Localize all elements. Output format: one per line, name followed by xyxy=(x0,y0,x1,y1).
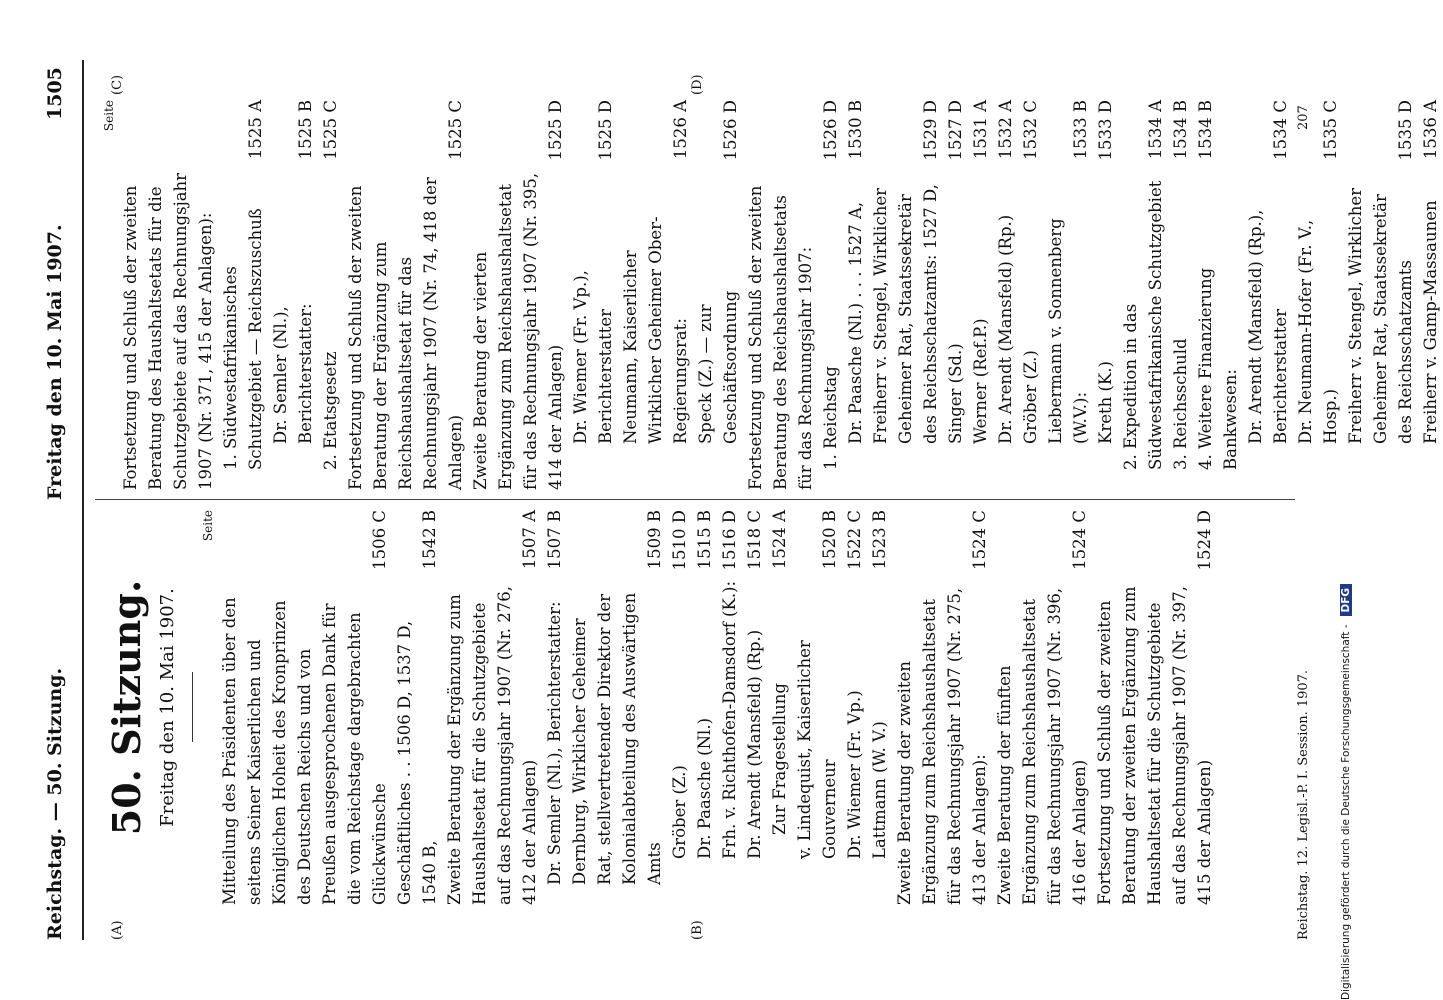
toc-entry xyxy=(693,100,743,490)
toc-entry xyxy=(118,100,218,490)
toc-entry-text: Freiherr v. Gamp-Massaunen xyxy=(1421,200,1440,444)
toc-entry-text: Dr. Semler (Nl.), Berichterstatter: xyxy=(545,601,564,885)
toc-entry-text: Zweite Beratung der Ergänzung zum Haushaltsetat für die Schutzgebiete auf das Rechnungsjahr 1907 (Nr. 276, 412 der Anlagen) xyxy=(445,585,539,905)
toc-entry-text: Werner (Ref.P.) xyxy=(971,318,990,444)
toc-entry-text: Gröber (Z.) xyxy=(670,765,689,859)
toc-entry xyxy=(568,100,618,490)
toc-entry xyxy=(567,510,667,905)
toc-entry-text: Dr. Semler (Nl.), Berichterstatter: xyxy=(271,303,315,444)
toc-entry xyxy=(1418,100,1443,490)
toc-entry xyxy=(318,100,343,490)
toc-entry-page: 1523 B xyxy=(870,510,889,570)
toc-entry xyxy=(842,510,867,905)
toc-entry xyxy=(218,100,268,490)
toc-entry-page: 1516 D xyxy=(720,510,739,571)
seite-label: Seite xyxy=(102,100,116,132)
session-title: 50. Sitzung. xyxy=(104,579,149,836)
toc-entry xyxy=(1218,100,1243,490)
toc-entry-text: 2. Etatsgesetz xyxy=(321,351,340,470)
toc-entry xyxy=(268,100,318,490)
toc-entry-text: 1. Südwestafrikanisches Schutzgebiet — Reichszuschuß xyxy=(221,208,265,470)
toc-entry-page: 1533 D xyxy=(1096,100,1115,161)
toc-entry-page: 1524 C xyxy=(970,510,989,570)
toc-entry-text: Freiherr v. Stengel, Wirklicher Geheimer Rat, Staatssekretär des Reichsschatzamts: 1527 D, xyxy=(871,184,940,444)
toc-entry-page: 1525 D xyxy=(596,100,615,161)
toc-entry-page: 1531 A xyxy=(971,100,990,160)
toc-entry-page: 1509 B xyxy=(645,510,664,570)
toc-entry xyxy=(717,510,742,905)
toc-entry xyxy=(892,510,992,905)
left-column xyxy=(100,510,1217,905)
toc-entry-text: Dernburg, Wirklicher Geheimer Rat, stellvertretender Direktor der Kolonialabteilung des Auswärtigen Amts xyxy=(570,592,664,885)
running-header-left: Reichstag. — 50. Sitzung. xyxy=(44,667,66,940)
toc-entry-page: 1527 D xyxy=(946,100,965,161)
toc-entry-text: Gröber (Z.) xyxy=(1021,350,1040,444)
toc-entry-page: 1507 A xyxy=(520,510,539,570)
toc-entry-text: Zweite Beratung der vierten Ergänzung zum Reichshaushaltsetat für das Rechnungsjahr 1907 (Nr. 395, 414 der Anlagen) xyxy=(471,172,565,490)
toc-entry xyxy=(1343,100,1418,490)
toc-entry-text: Dr. Paasche (Nl.) xyxy=(695,717,714,859)
toc-entry xyxy=(468,100,568,490)
toc-entry-text: Liebermann v. Sonnenberg (W.V.): xyxy=(1046,218,1090,444)
toc-entry xyxy=(943,100,968,490)
toc-entry-text: Zur Fragestellung xyxy=(770,683,789,835)
margin-mark-c: (C) xyxy=(110,74,125,95)
toc-entry xyxy=(392,510,442,905)
toc-entry xyxy=(993,100,1018,490)
toc-entry xyxy=(1118,100,1168,490)
toc-entry xyxy=(692,510,717,905)
digitization-text: Digitalisierung gefördert durch die Deutsche Forschungsgemeinschaft - xyxy=(1340,624,1352,1000)
session-date: Freitag den 10. Mai 1907. xyxy=(157,588,178,827)
toc-entry xyxy=(1018,100,1043,490)
toc-entry-text: Geschäftliches . . 1506 D, 1537 D, 1540 B, xyxy=(395,620,439,905)
toc-entry-text: Dr. Wiemer (Fr. Vp.), Berichterstatter xyxy=(571,270,615,444)
toc-entry-text: Dr. Arendt (Mansfeld) (Rp.) xyxy=(996,214,1015,444)
toc-entry-text: Dr. Neumann-Hofer (Fr. V., Hosp.) xyxy=(1296,219,1340,444)
toc-entry xyxy=(1243,100,1293,490)
toc-entry-page: 1525 B xyxy=(296,100,315,160)
toc-entry-page: 1526 A xyxy=(671,100,690,160)
toc-entry xyxy=(667,510,692,905)
toc-entry-page: 1536 A xyxy=(1421,100,1440,160)
toc-entry-text: Fortsetzung und Schluß der zweiten Beratung des Haushaltsetats für die Schutzgebiete auf das Rechnungsjahr 1907 (Nr. 371, 415 der Anlagen): xyxy=(121,172,215,490)
toc-entry-text: 2. Expedition in das Südwestafrikanische Schutzgebiet xyxy=(1121,180,1165,470)
toc-entry-page: 1532 A xyxy=(996,100,1015,160)
toc-entry-page: 1525 D xyxy=(546,100,565,161)
toc-entry xyxy=(868,100,943,490)
right-column xyxy=(100,100,1443,490)
toc-entry-page: 1524 D xyxy=(1195,510,1214,571)
toc-entry xyxy=(818,100,843,490)
toc-entry xyxy=(1193,100,1218,490)
toc-entry-text: Zweite Beratung der fünften Ergänzung zum Reichshaushaltsetat für das Rechnungsjahr 1907 (Nr. 396, 416 der Anlagen) xyxy=(995,587,1089,905)
toc-entry-page: 1515 B xyxy=(695,510,714,570)
toc-entry xyxy=(867,510,892,905)
toc-entry xyxy=(992,510,1092,905)
toc-entry-page: 1535 C xyxy=(1321,100,1340,160)
page-number: 1505 xyxy=(44,67,66,120)
toc-entry xyxy=(792,510,842,905)
toc-entry-text: Frh. v. Richthofen-Damsdorf (K.): xyxy=(720,580,739,859)
margin-mark-b: (B) xyxy=(690,920,705,940)
toc-entry-page: 1534 C xyxy=(1271,100,1290,160)
toc-entry xyxy=(1093,100,1118,490)
toc-entry xyxy=(968,100,993,490)
toc-entry-page: 1535 D xyxy=(1396,100,1415,161)
running-header-date: Freitag den 10. Mai 1907. xyxy=(44,224,66,500)
toc-entry xyxy=(1043,100,1093,490)
toc-entry-page: 1525 C xyxy=(446,100,465,160)
toc-entry-page: 1526 D xyxy=(821,100,840,161)
toc-entry-page: 1507 B xyxy=(545,510,564,570)
toc-entry xyxy=(843,100,868,490)
toc-entry-page: 1524 A xyxy=(770,510,789,570)
toc-entry-page: 1533 B xyxy=(1071,100,1090,160)
toc-entry xyxy=(618,100,693,490)
toc-entry-page: 1525 A xyxy=(246,100,265,160)
toc-entry xyxy=(742,510,767,905)
toc-entry-page: 1520 B xyxy=(820,510,839,570)
seite-label: Seite xyxy=(201,510,215,542)
toc-entry-text: Lattmann (W. V.) xyxy=(870,721,889,859)
toc-entry xyxy=(442,510,542,905)
toc-entry-page: 1526 D xyxy=(721,100,740,161)
toc-entry-text: Freiherr v. Stengel, Wirklicher Geheimer Rat, Staatssekretär des Reichsschatzamts xyxy=(1346,188,1415,444)
column-separator xyxy=(95,499,1295,500)
toc-entry-page: 1534 B xyxy=(1171,100,1190,160)
toc-entry-text: Fortsetzung und Schluß der zweiten Beratung des Reichshaushaltsetats für das Rechnungsjahr 1907: xyxy=(746,185,815,490)
right-entries xyxy=(118,100,1443,490)
left-entries xyxy=(217,510,1217,905)
toc-entry xyxy=(1168,100,1193,490)
margin-mark-d: (D) xyxy=(690,74,705,95)
toc-entry-text: Dr. Paasche (Nl.) . . . 1527 A, xyxy=(846,201,865,444)
toc-entry-text: Neumann, Kaiserlicher Wirklicher Geheimer Ober-Regierungsrat: xyxy=(621,216,690,444)
toc-entry-text: Kreth (K.) xyxy=(1096,361,1115,444)
toc-entry xyxy=(1293,100,1343,490)
digitization-note xyxy=(1340,0,1352,1000)
toc-entry-page: 1518 C xyxy=(745,510,764,570)
toc-entry-text: Fortsetzung und Schluß der zweiten Beratung der zweiten Ergänzung zum Haushaltsetat für die Schutzgebiete auf das Rechnungsjahr 1907 (Nr. 397, 415 der Anlagen) xyxy=(1095,585,1214,905)
toc-entry-page: 1534 A xyxy=(1146,100,1165,160)
toc-entry-text: 4. Weitere Finanzierung xyxy=(1196,267,1215,470)
toc-entry-text: Speck (Z.) — zur Geschäftsordnung xyxy=(696,290,740,444)
toc-entry-text: Dr. Arendt (Mansfeld) (Rp.) xyxy=(745,629,764,859)
toc-entry-text: Dr. Wiemer (Fr. Vp.) xyxy=(845,690,864,859)
toc-entry xyxy=(343,100,468,490)
toc-entry-page: 1524 C xyxy=(1070,510,1089,570)
margin-mark-a: (A) xyxy=(110,920,125,940)
footer-imprint: Reichstag. 12. Legisl.-P. I. Session. 1907. xyxy=(1296,669,1311,940)
toc-entry xyxy=(1092,510,1217,905)
toc-entry-page: 1532 C xyxy=(1021,100,1040,160)
toc-entry-text: Dr. Arendt (Mansfeld) (Rp.), Berichterstatter xyxy=(1246,209,1290,444)
toc-entry-text: 1. Reichstag xyxy=(821,366,840,470)
toc-entry xyxy=(217,510,392,905)
toc-entry xyxy=(542,510,567,905)
signature-mark: 207 xyxy=(1296,105,1311,130)
toc-entry-page: 1525 C xyxy=(321,100,340,160)
toc-entry-page: 1542 B xyxy=(420,510,439,570)
toc-entry xyxy=(743,100,818,490)
toc-entry-text: Zweite Beratung der zweiten Ergänzung zum Reichshaushaltsetat für das Rechnungsjahr 1907 (Nr. 275, 413 der Anlagen): xyxy=(895,587,989,905)
toc-entry-text: Bankwesen: xyxy=(1221,369,1240,470)
toc-entry-page: 1530 B xyxy=(846,100,865,160)
toc-entry-text: 3. Reichsschuld xyxy=(1171,338,1190,470)
toc-entry-text: Singer (Sd.) xyxy=(946,343,965,444)
toc-entry-page: 1534 B xyxy=(1196,100,1215,160)
toc-entry-page: 1510 D xyxy=(670,510,689,571)
toc-entry-text: Fortsetzung und Schluß der zweiten Beratung der Ergänzung zum Reichshaushaltsetat für das Rechnungsjahr 1907 (Nr. 74, 418 der Anlagen) xyxy=(346,177,465,490)
toc-entry-page: 1529 D xyxy=(921,100,940,161)
toc-entry xyxy=(767,510,792,905)
dfg-badge: DFG xyxy=(1340,584,1352,617)
title-rule xyxy=(192,673,193,743)
toc-entry-text: Mitteilung des Präsidenten über den seitens Seiner Kaiserlichen und Königlichen Hoheit des Kronprinzen des Deutschen Reichs und von Preußen ausgesprochenen Dank für die vom Reichstage dargebrachten Glückwünsche xyxy=(220,597,389,905)
toc-entry-page: 1506 C xyxy=(370,510,389,570)
header-rule xyxy=(82,60,84,940)
toc-entry-text: v. Lindequist, Kaiserlicher Gouverneur xyxy=(795,640,839,859)
toc-entry-page: 1522 C xyxy=(845,510,864,570)
